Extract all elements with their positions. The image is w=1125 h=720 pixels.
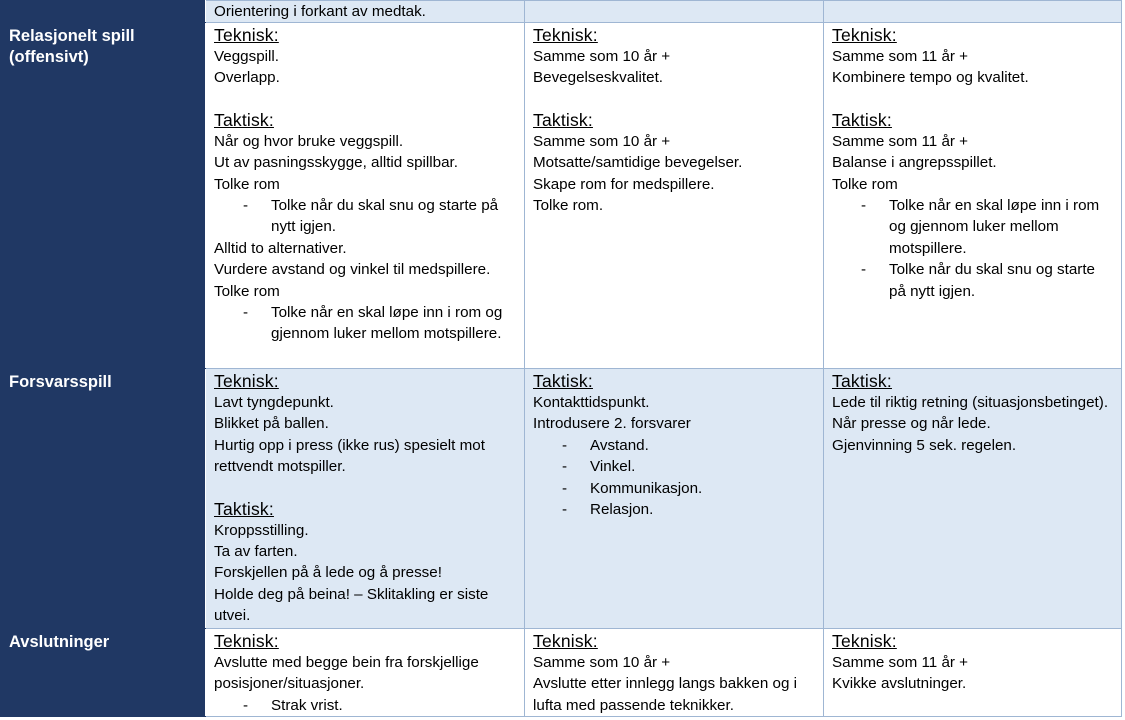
cell-forsvarsspill-col1: [206, 369, 525, 629]
text-line: Når presse og når lede.: [832, 415, 991, 433]
text-line: Samme som 11 år +: [832, 48, 969, 65]
text-line: Orientering i forkant av medtak.: [214, 3, 426, 20]
text-line: Blikket på ballen.: [214, 415, 329, 433]
text-line: Gjenvinning 5 sek. regelen.: [832, 436, 1017, 454]
dash-list: [214, 695, 518, 716]
text-line: Forskjellen på å lede og å presse!: [214, 564, 442, 582]
heading-taktisk: Taktisk:: [832, 371, 892, 391]
text-line: Samme som 10 år +: [533, 654, 671, 671]
heading-taktisk: Taktisk:: [832, 109, 892, 130]
heading-teknisk: Teknisk:: [832, 631, 897, 651]
list-item: - Tolke når en skal løpe inn i rom og gjennom luker mellom motspillere.: [832, 195, 1115, 259]
list-item: - Vinkel.: [533, 456, 817, 477]
text-line: Alltid to alternativer.: [214, 239, 347, 257]
heading-teknisk: Teknisk:: [533, 631, 598, 651]
text-line: Tolke rom: [214, 282, 280, 300]
text-line: Overlapp.: [214, 69, 280, 87]
text-line: Kvikke avslutninger.: [832, 675, 967, 693]
text-line: Tolke rom.: [533, 197, 604, 215]
text-line: Ut av pasningsskygge, alltid spillbar.: [214, 154, 458, 172]
topic-forsvarsspill: Forsvarsspill: [1, 369, 206, 629]
text-line: Ta av farten.: [214, 543, 298, 561]
row-avslutninger: [1, 629, 1122, 717]
heading-teknisk: Teknisk:: [832, 25, 897, 45]
dash-list: [214, 195, 518, 238]
text-line: Holde deg på beina! – Sklitakling er siste utvei.: [214, 585, 489, 625]
cell-forsvarsspill-col2: [525, 369, 824, 629]
list-item: - Relasjon.: [533, 499, 817, 520]
text-line: Kroppsstilling.: [214, 521, 309, 539]
text-line: Avslutte med begge bein fra forskjellige posisjoner/situasjoner.: [214, 654, 479, 693]
cell-forsvarsspill-col3: [824, 369, 1122, 629]
list-item: - Tolke når en skal løpe inn i rom og gjennom luker mellom motspillere.: [214, 302, 518, 345]
topic-relasjonelt-spill: Relasjonelt spill (offensivt): [1, 23, 206, 369]
cell-previous-col3: [824, 1, 1122, 23]
cell-previous-col1: [206, 1, 525, 23]
topic-cell-empty: [1, 1, 206, 23]
text-line: Tolke rom: [832, 175, 898, 193]
heading-taktisk: Taktisk:: [533, 109, 593, 130]
dash-list: [832, 195, 1115, 302]
row-forsvarsspill: [1, 369, 1122, 629]
text-line: Vurdere avstand og vinkel til medspillere.: [214, 261, 491, 279]
text-line: Bevegelseskvalitet.: [533, 69, 664, 87]
row-relasjonelt-spill: [1, 23, 1122, 369]
heading-teknisk: Teknisk:: [214, 25, 279, 45]
cell-relasjonelt-col1: [206, 23, 525, 369]
heading-teknisk: Teknisk:: [214, 371, 279, 391]
text-line: Skape rom for medspillere.: [533, 175, 715, 193]
text-line: Samme som 10 år +: [533, 48, 671, 65]
text-line: Kombinere tempo og kvalitet.: [832, 69, 1029, 87]
list-item: - Tolke når du skal snu og starte på nytt igjen.: [214, 195, 518, 238]
list-item: - Strak vrist.: [214, 695, 518, 716]
text-line: Balanse i angrepsspillet.: [832, 154, 997, 172]
text-line: Introdusere 2. forsvarer: [533, 415, 691, 433]
list-item: - Tolke når du skal snu og starte på nytt igjen.: [832, 259, 1115, 302]
text-line: Tolke rom: [214, 175, 280, 193]
cell-previous-col2: [525, 1, 824, 23]
text-line: Veggspill.: [214, 48, 280, 65]
text-line: Kontakttidspunkt.: [533, 394, 650, 411]
list-item: - Kommunikasjon.: [533, 478, 817, 499]
list-item: - Avstand.: [533, 435, 817, 456]
heading-teknisk: Teknisk:: [533, 25, 598, 45]
text-line: Hurtig opp i press (ikke rus) spesielt mot rettvendt motspiller.: [214, 436, 485, 476]
topic-avslutninger: Avslutninger: [1, 629, 206, 717]
heading-taktisk: Taktisk:: [533, 371, 593, 391]
cell-relasjonelt-col3: [824, 23, 1122, 369]
heading-teknisk: Teknisk:: [214, 631, 279, 651]
row-previous: [1, 1, 1122, 23]
cell-avslutninger-col1: [206, 629, 525, 717]
heading-taktisk: Taktisk:: [214, 498, 274, 519]
text-line: Motsatte/samtidige bevegelser.: [533, 154, 743, 172]
cell-relasjonelt-col2: [525, 23, 824, 369]
text-line: Lavt tyngdepunkt.: [214, 394, 334, 411]
heading-taktisk: Taktisk:: [214, 109, 274, 130]
text-line: Samme som 10 år +: [533, 132, 671, 150]
cell-avslutninger-col2: [525, 629, 824, 717]
text-line: Lede til riktig retning (situasjonsbetinget).: [832, 394, 1109, 411]
text-line: Samme som 11 år +: [832, 654, 969, 671]
text-line: Avslutte etter innlegg langs bakken og i lufta med passende teknikker.: [533, 675, 797, 714]
text-line: Samme som 11 år +: [832, 132, 969, 150]
cell-avslutninger-col3: [824, 629, 1122, 717]
text-line: Når og hvor bruke veggspill.: [214, 132, 404, 150]
dash-list: [214, 302, 518, 345]
dash-list: [533, 435, 817, 521]
